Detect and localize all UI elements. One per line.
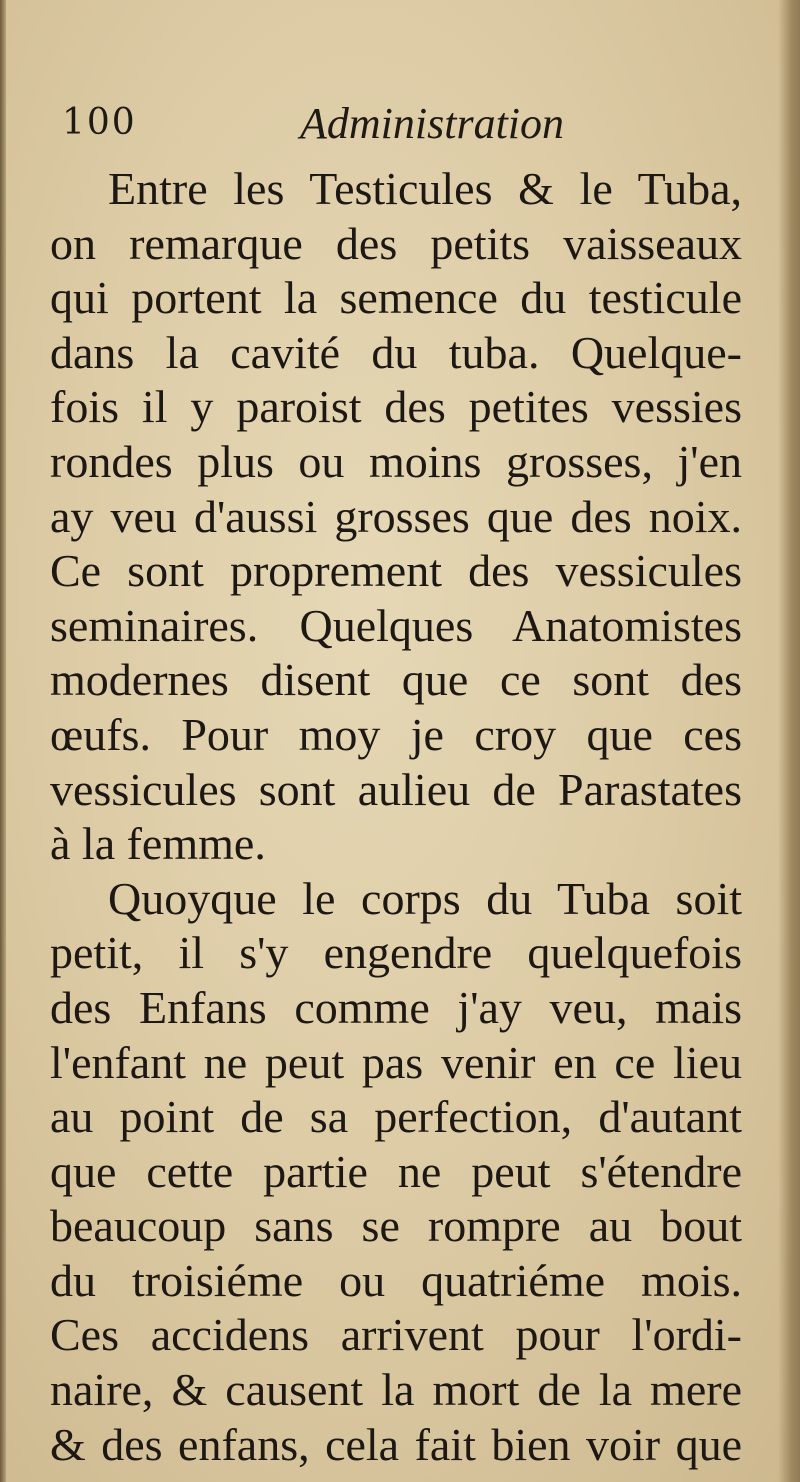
text-line: Ces accidens arrivent pour l'ordi- — [50, 1309, 742, 1361]
text-line: l'enfant ne peut pas venir en ce lieu — [50, 1036, 742, 1088]
text-line: & des enfans, cela fait bien voir que — [50, 1418, 742, 1470]
text-line: Quoyque le corps du Tuba soit — [108, 872, 742, 924]
text-line: beaucoup sans se rompre au bout — [50, 1200, 742, 1252]
text-line: du troisiéme ou quatriéme mois. — [50, 1254, 742, 1306]
text-line: que cette partie ne peut s'étendre — [50, 1145, 742, 1197]
body-text — [50, 162, 742, 1472]
text-line: rondes plus ou moins grosses, j'en — [50, 435, 742, 487]
page-number: 100 — [62, 102, 137, 143]
text-line: qui portent la semence du testicule — [50, 272, 742, 324]
text-line: seminaires. Quelques Anatomistes — [50, 599, 742, 651]
text-line: vessicules sont aulieu de Parastates — [50, 763, 742, 815]
text-line: on remarque des petits vaisseaux — [50, 217, 742, 269]
text-line: ay veu d'aussi grosses que des noix. — [50, 490, 742, 542]
text-line: œufs. Pour moy je croy que ces — [50, 708, 742, 760]
paragraph-end-line: à la femme. — [50, 818, 266, 870]
running-head: Administration — [300, 99, 565, 148]
page-right-edge — [778, 0, 800, 1482]
page-left-edge — [0, 0, 6, 1482]
text-line: naire, & causent la mort de la mere — [50, 1364, 742, 1416]
text-line: modernes disent que ce sont des — [50, 654, 742, 706]
text-line: Entre les Testicules & le Tuba, — [108, 163, 742, 214]
text-line: Ce sont proprement des vessicules — [50, 545, 742, 597]
page-header — [62, 98, 742, 158]
text-line: au point de sa perfection, d'autant — [50, 1091, 742, 1143]
text-line: dans la cavité du tuba. Quelque- — [50, 326, 742, 378]
text-line: petit, il s'y engendre quelquefois — [50, 927, 742, 979]
text-line: des Enfans comme j'ay veu, mais — [50, 981, 742, 1033]
text-line: fois il y paroist des petites vessies — [50, 381, 742, 433]
